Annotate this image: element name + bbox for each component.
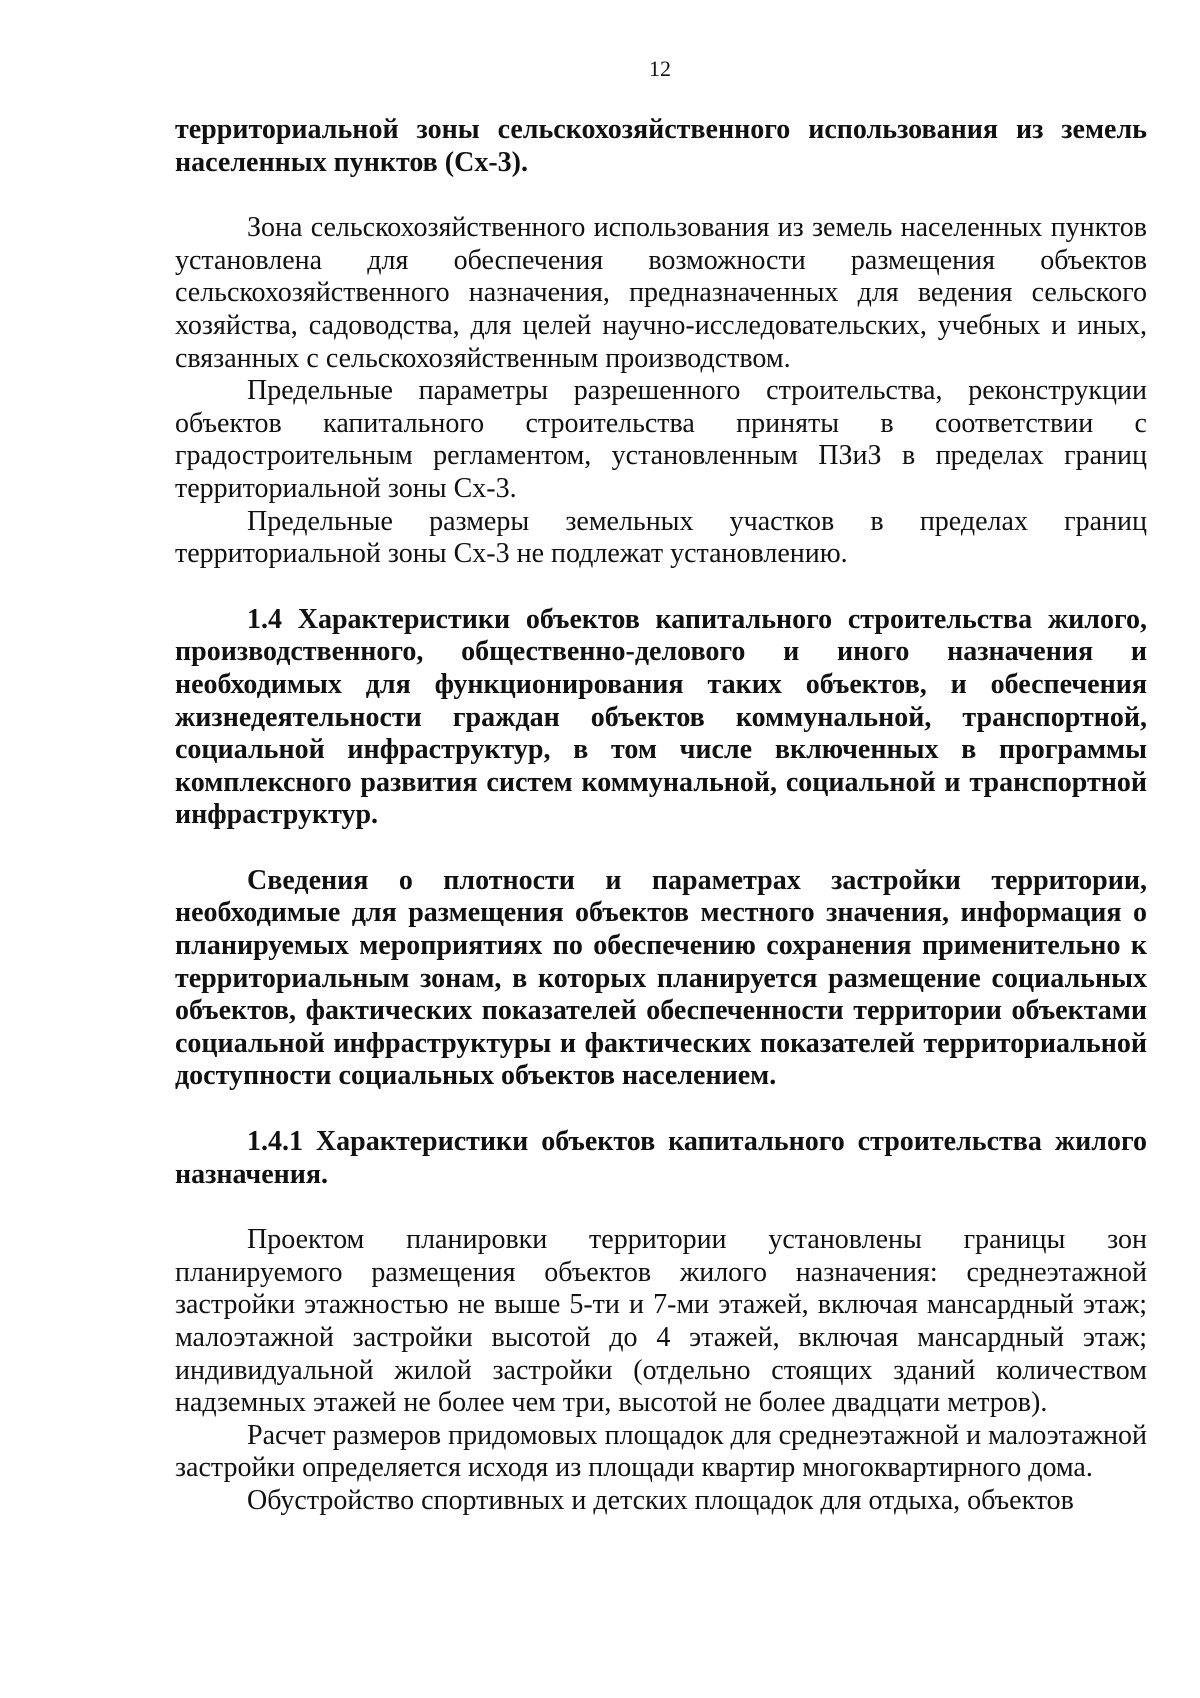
paragraph-yard-areas: Расчет размеров придомовых площадок для среднеэтажной и малоэтажной застройки определяется исходя из площади квартир многоквартирного дома. xyxy=(175,1419,1147,1484)
zone-heading-continuation: территориальной зоны сельскохозяйственного использования из земель населенных пунктов (Сх-3). xyxy=(175,114,1147,178)
paragraph-zone-description: Зона сельскохозяйственного использования из земель населенных пунктов установлена для обеспечения возможности размещения объектов сельскохозяйственного назначения, предназначенных для ведения сельского хозяйства, садоводства, для целей научно-исследовательских, учебных и иных, связанных с сельскохозяйственным производством. xyxy=(175,212,1147,374)
paragraph-residential-zones: Проектом планировки территории установлены границы зон планируемого размещения объектов жилого назначения: среднеэтажной застройки этажностью не выше 5-ти и 7-ми этажей, включая мансардный этаж; малоэтажной застройки высотой до 4 этажей, включая мансардный этаж; индивидуальной жилой застройки (отдельно стоящих зданий количеством надземных этажей не более чем три, высотой не более двадцати метров). xyxy=(175,1224,1147,1419)
paragraph-playgrounds: Обустройство спортивных и детских площадок для отдыха, объектов xyxy=(247,1484,1074,1516)
document-body xyxy=(175,114,1147,1518)
paragraph-zone-plot-sizes: Предельные размеры земельных участков в пределах границ территориальной зоны Сх-3 не подлежат установлению. xyxy=(175,505,1147,570)
section-heading-1-4: 1.4 Характеристики объектов капитального строительства жилого, производственного, общественно-делового и иного назначения и необходимых для функционирования таких объектов, и обеспечения жизнедеятельности граждан объектов коммунальной, транспортной, социальной инфраструктур, в том числе включенных в программы комплексного развития систем коммунальной, социальной и транспортной инфраструктур. xyxy=(175,603,1147,831)
density-info-heading: Сведения о плотности и параметрах застройки территории, необходимые для размещения объектов местного значения, информация о планируемых мероприятиях по обеспечению сохранения применительно к территориальным зонам, в которых планируется размещение социальных объектов, фактических показателей обеспеченности территории объектами социальной инфраструктуры и фактических показателей территориальной доступности социальных объектов населением. xyxy=(175,864,1147,1092)
section-heading-1-4-1: 1.4.1 Характеристики объектов капитального строительства жилого назначения. xyxy=(175,1126,1147,1190)
page-number: 12 xyxy=(649,56,671,81)
paragraph-zone-parameters: Предельные параметры разрешенного строительства, реконструкции объектов капитального строительства приняты в соответствии с градостроительным регламентом, установленным ПЗиЗ в пределах границ территориальной зоны Сх-3. xyxy=(175,375,1147,504)
